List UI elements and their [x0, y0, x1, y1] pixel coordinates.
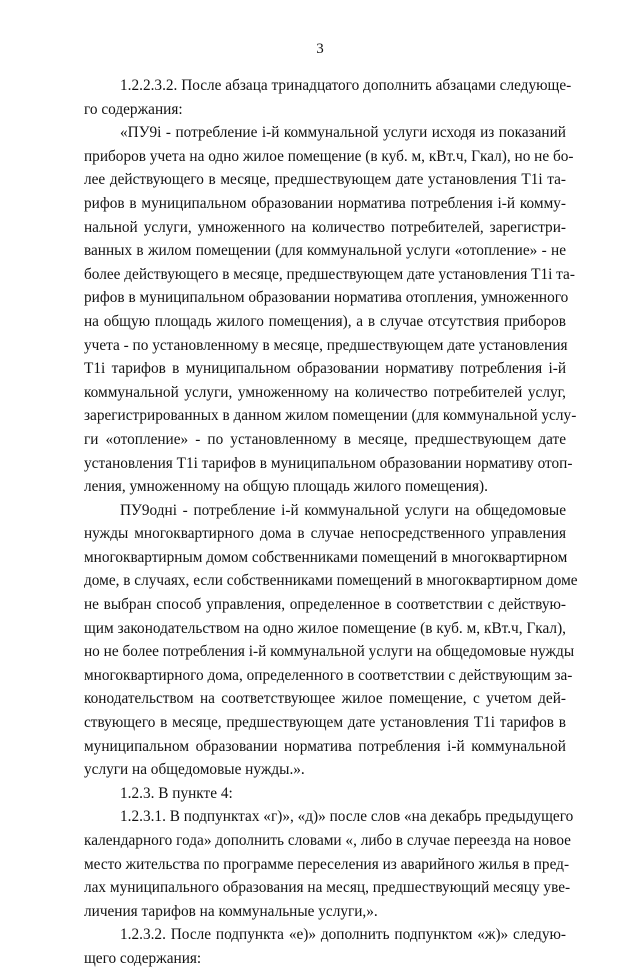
paragraph-3-line-12: услуги на общедомовые нужды.». — [84, 761, 305, 779]
paragraph-2-line-2: приборов учета на одно жилое помещение (в куб. м, кВт.ч, Гкал), но не бо- — [84, 147, 574, 165]
paragraph-4-line-1: 1.2.3. В пункте 4: — [120, 784, 233, 802]
paragraph-5-line-4: лах муниципального образования на месяц, предшествующий месяцу уве- — [84, 879, 571, 897]
paragraph-2-line-7: более действующего в месяце, предшествующем дате установления Т1i та- — [84, 265, 575, 283]
paragraph-3-line-6: щим законодательством на одно жилое помещение (в куб. м, кВт.ч, Гкал), — [84, 619, 566, 637]
paragraph-5-line-3: место жительства по программе переселения из аварийного жилья в пред- — [84, 855, 570, 873]
paragraph-2-line-12: коммунальной услуги, умноженному на количество потребителей услуг, — [84, 383, 566, 401]
paragraph-6-line-1: 1.2.3.2. После подпункта «е)» дополнить подпунктом «ж)» следую- — [120, 926, 566, 944]
paragraph-2-line-13: зарегистрированных в данном жилом помещении (для коммунальной услу- — [84, 407, 577, 425]
paragraph-2-line-1: «ПУ9i - потребление i-й коммунальной услуги исходя из показаний — [120, 124, 566, 142]
paragraph-3-line-11: муниципальном образовании норматива потребления i-й коммунальной — [84, 737, 566, 755]
paragraph-3-line-3: многоквартирным домом собственниками помещений в многоквартирном — [84, 548, 568, 566]
paragraph-2-line-11: Т1i тарифов в муниципальном образовании нормативу потребления i-й — [84, 360, 566, 378]
paragraph-2-line-10: учета - по установленному в месяце, предшествующем дате установления — [84, 336, 568, 354]
paragraph-2-line-5: нальной услуги, умноженного на количество потребителей, зарегистри- — [84, 218, 566, 236]
paragraph-1-line-1: 1.2.2.3.2. После абзаца тринадцатого дополнить абзацами следующе- — [120, 77, 572, 94]
page-number: 3 — [316, 41, 324, 57]
paragraph-3-line-7: но не более потребления i-й коммунальной услуги на общедомовые нужды — [84, 643, 575, 661]
paragraph-6-line-2: щего содержания: — [84, 949, 202, 967]
paragraph-5-line-1: 1.2.3.1. В подпунктах «г)», «д)» после слов «на декабрь предыдущего — [120, 808, 574, 826]
paragraph-2-line-14: ги «отопление» - по установленному в месяце, предшествующем дате — [84, 430, 566, 448]
paragraph-5-line-2: календарного года» дополнить словами «, либо в случае переезда на новое — [84, 832, 571, 849]
paragraph-2-line-16: ления, умноженному на общую площадь жилого помещения). — [84, 478, 488, 496]
paragraph-2-line-8: рифов в муниципальном образовании норматива отопления, умноженного — [84, 289, 569, 307]
paragraph-3-line-8: многоквартирного дома, определенного в соответствии с действующим за- — [84, 666, 573, 684]
paragraph-2-line-9: на общую площадь жилого помещения), а в случае отсутствия приборов — [84, 312, 566, 330]
paragraph-3-line-1: ПУ9одні - потребление i-й коммунальной услуги на общедомовые — [120, 501, 566, 519]
paragraph-3-line-2: нужды многоквартирного дома в случае непосредственного управления — [84, 525, 566, 543]
paragraph-3-line-5: не выбран способ управления, определенное в соответствии с действую- — [84, 596, 566, 614]
paragraph-3-line-9: конодательством на соответствующее жилое помещение, с учетом дей- — [84, 690, 566, 708]
paragraph-2-line-4: рифов в муниципальном образовании норматива потребления i-й комму- — [84, 194, 566, 212]
paragraph-2-line-3: лее действующего в месяце, предшествующем дате установления Т1i та- — [84, 171, 566, 189]
paragraph-5-line-5: личения тарифов на коммунальные услуги,». — [84, 902, 378, 920]
paragraph-3-line-10: ствующего в месяце, предшествующем дате установления Т1i тарифов в — [84, 714, 566, 732]
paragraph-2-line-15: установления Т1i тарифов в муниципальном образовании нормативу отоп- — [84, 454, 573, 472]
document-body — [84, 74, 578, 971]
paragraph-2-line-6: ванных в жилом помещении (для коммунальной услуги «отопление» - не — [84, 242, 566, 260]
paragraph-3-line-4: доме, в случаях, если собственниками помещений в многоквартирном доме — [84, 572, 578, 590]
paragraph-1-line-2: го содержания: — [84, 100, 183, 118]
